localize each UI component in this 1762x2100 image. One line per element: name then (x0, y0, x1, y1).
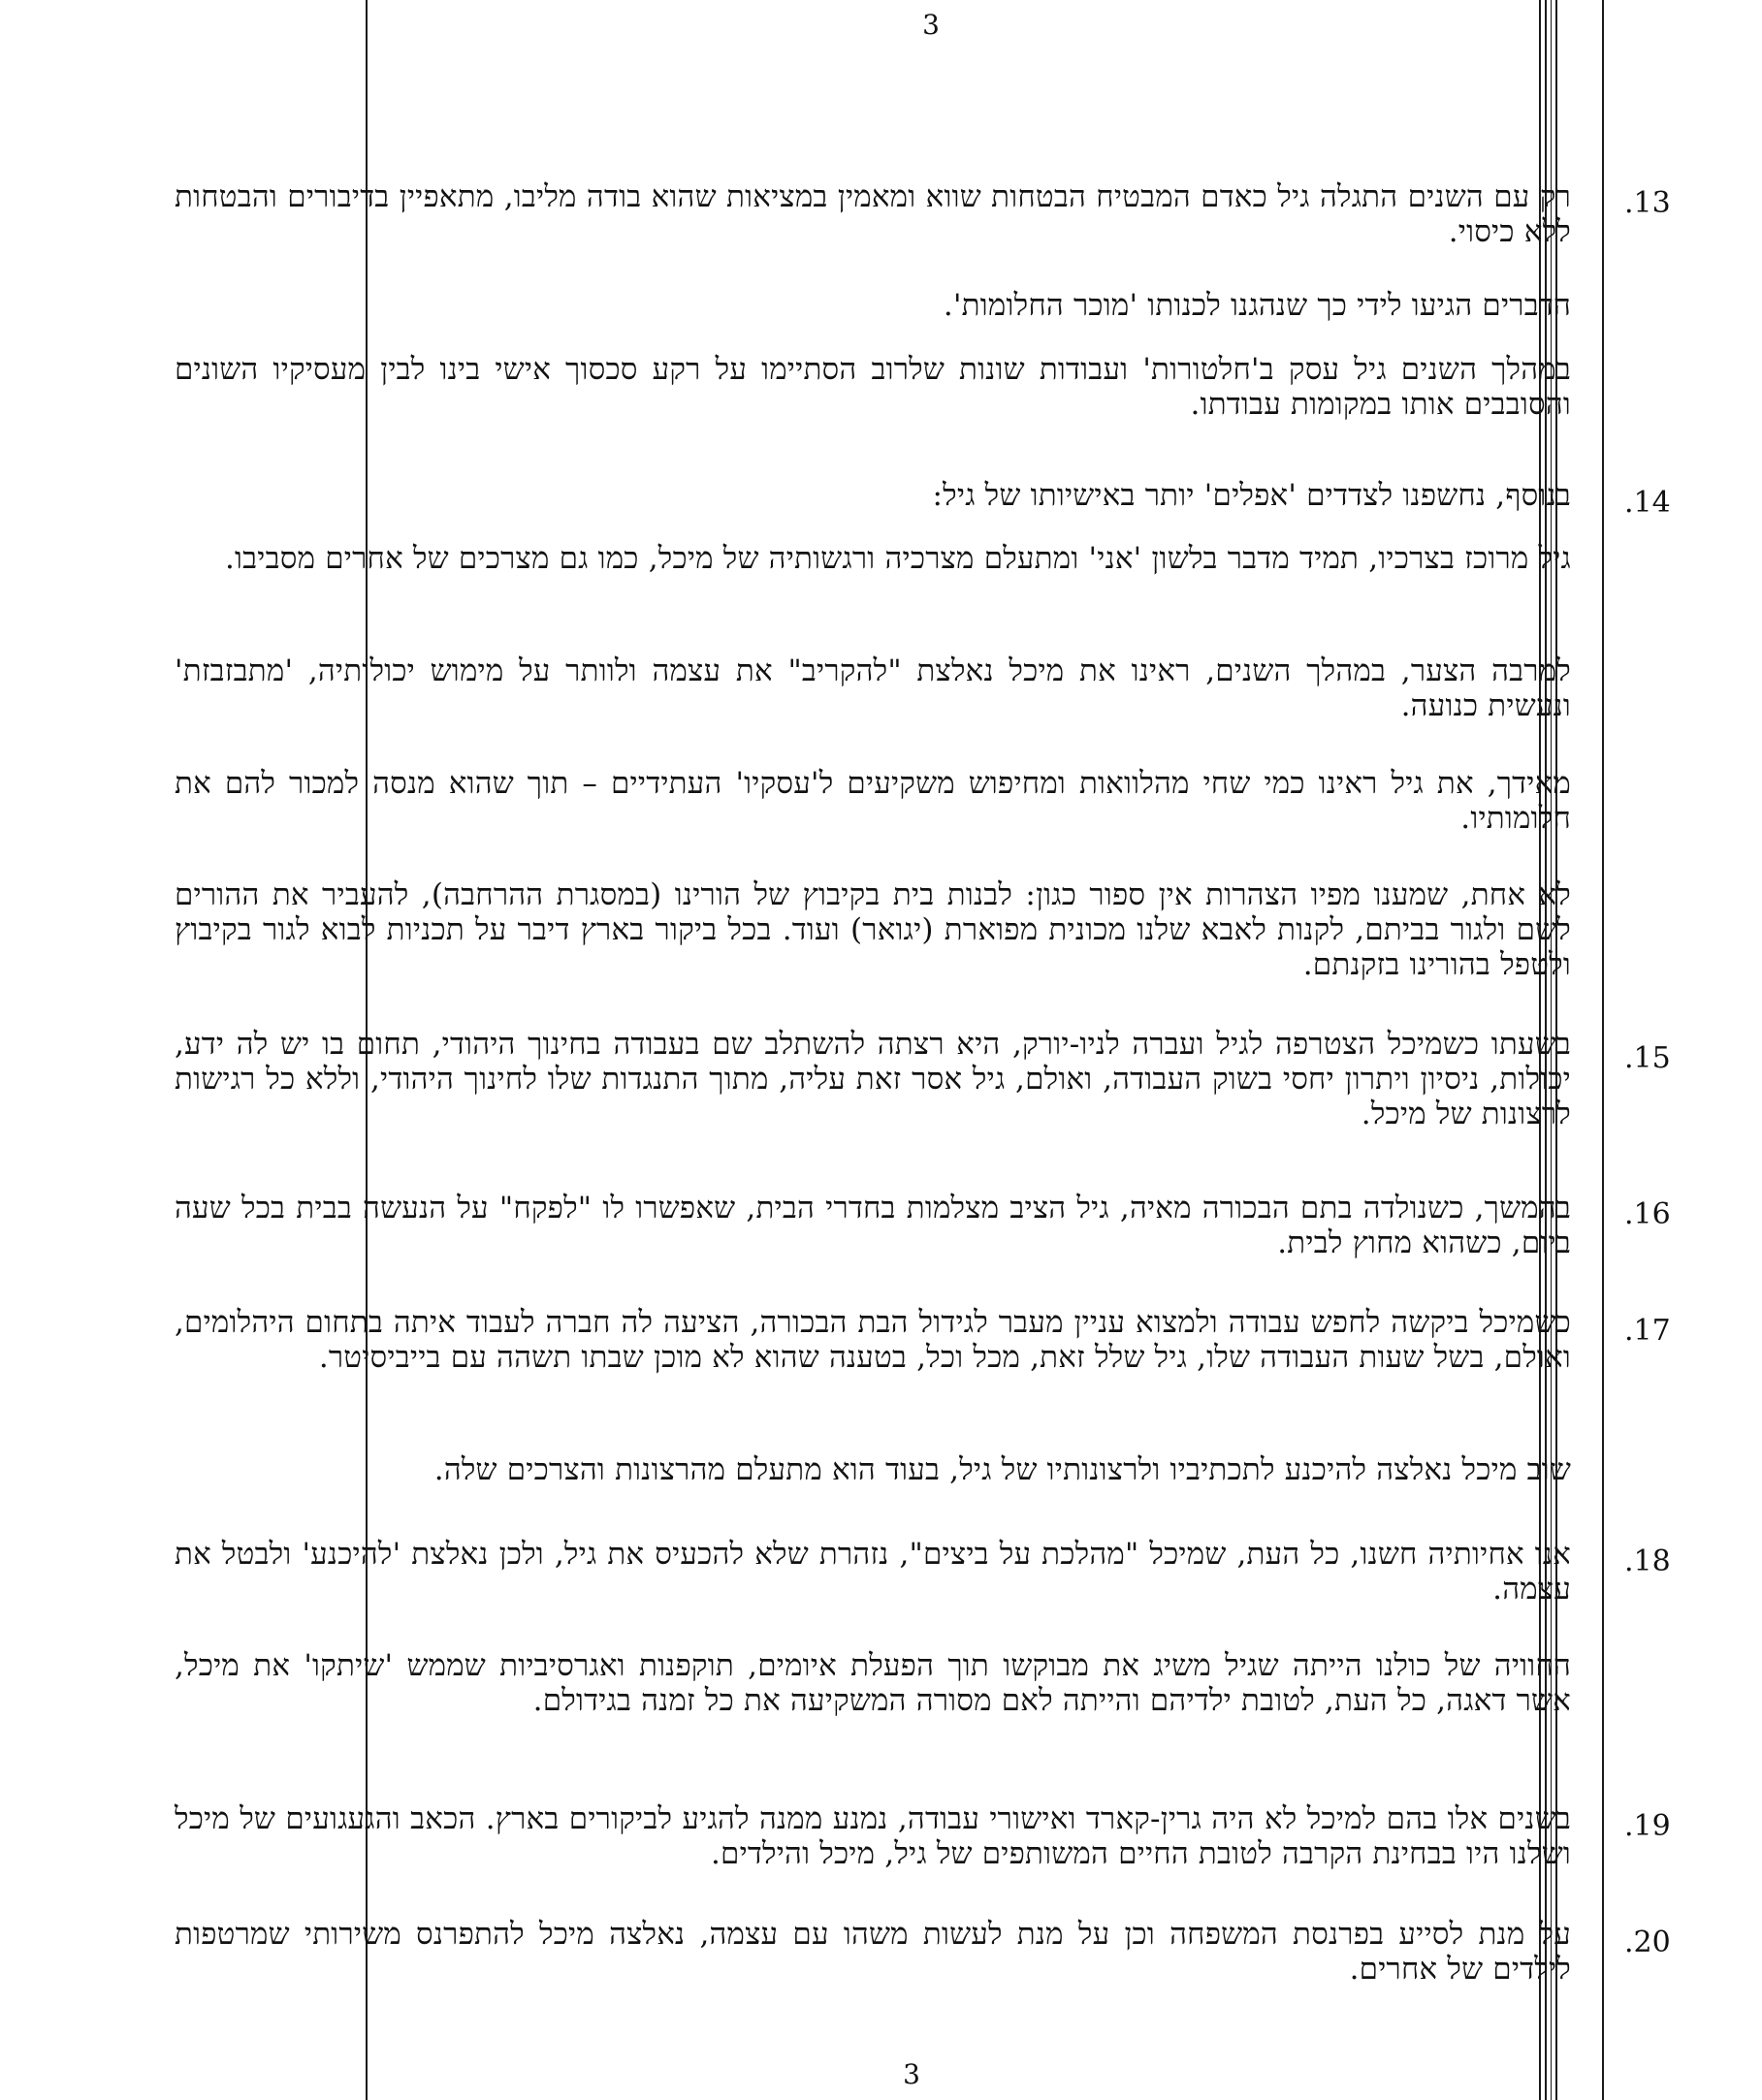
paragraph: בשעתו כשמיכל הצטרפה לגיל ועברה לניו-יורק, היא רצתה להשתלב שם בעבודה בחינוך היהודי, תחום בו יש לה ידע, יכולות, ניסיון ויתרון יחסי בשוק העבודה, ואולם, גיל אסר זאת עליה, מתוך התנגדות שלו לחינוך היהודי, וללא כל רגישות לרצונות של מיכל. (175, 1027, 1571, 1131)
item-number: .17 (1624, 1314, 1671, 1348)
paragraph: אנו אחיותיה חשנו, כל העת, שמיכל "מהלכת על ביצים", נזהרת שלא להכעיס את גיל, ולכן נאלצת 'להיכנע' ולבטל את עצמה. (175, 1537, 1571, 1607)
item-number: .19 (1624, 1809, 1671, 1843)
item-number: .15 (1624, 1041, 1671, 1075)
item-number: .13 (1624, 186, 1671, 220)
page-number-bottom: 3 (903, 2058, 920, 2090)
scan-line-margin (1602, 0, 1604, 2100)
item-number: .20 (1624, 1925, 1671, 1959)
paragraph: מאידך, את גיל ראינו כמי שחי מהלוואות ומחיפוש משקיעים ל'עסקיו' העתידיים – תוך שהוא מנסה למכור להם את חלומותיו. (175, 766, 1571, 836)
paragraph: כשמיכל ביקשה לחפש עבודה ולמצוא עניין מעבר לגידול הבת הבכורה, הציעה לה חברה לעבוד איתה בתחום היהלומים, ואולם, בשל שעות העבודה שלו, גיל שלל זאת, מכל וכל, בטענה שהוא לא מוכן שבתו תשהה עם בייביסיטר. (175, 1305, 1571, 1375)
paragraph: גיל מרוכז בצרכיו, תמיד מדבר בלשון 'אני' ומתעלם מצרכיה ורגשותיה של מיכל, כמו גם מצרכים של אחרים מסביבו. (224, 541, 1571, 576)
page-number-top: 3 (922, 9, 940, 41)
paragraph: החוויה של כולנו הייתה שגיל משיג את מבוקשו תוך הפעלת איומים, תוקפנות ואגרסיביות שממש 'שיתקו' את מיכל, אשר דאגה, כל העת, לטובת ילדיהם והייתה לאם מסורה המשקיעה את כל זמנה בגידולם. (175, 1648, 1571, 1718)
item-number: .16 (1624, 1197, 1671, 1231)
paragraph: למרבה הצער, במהלך השנים, ראינו את מיכל נאלצת "להקריב" את עצמה ולוותר על מימוש יכולותיה, 'מתבזבזת' ונעשית כנועה. (175, 653, 1571, 723)
paragraph: בשנים אלו בהם למיכל לא היה גרין-קארד ואישורי עבודה, נמנע ממנה להגיע לביקורים בארץ. הכאב והגעגועים של מיכל ושלנו היו בבחינת הקרבה לטובת החיים המשותפים של גיל, מיכל והילדים. (175, 1801, 1571, 1871)
paragraph: רק עם השנים התגלה גיל כאדם המבטיח הבטחות שווא ומאמין במציאות שהוא בודה מליבו, מתאפיין בדיבורים והבטחות ללא כיסוי. (175, 179, 1571, 249)
paragraph: הדברים הגיעו לידי כך שנהגנו לכנותו 'מוכר החלומות'. (943, 288, 1571, 323)
paragraph: לא אחת, שמענו מפיו הצהרות אין ספור כגון: לבנות בית בקיבוץ של הורינו (במסגרת ההרחבה), להעביר את ההורים לשם ולגור בביתם, לקנות לאבא שלנו מכונית מפוארת (יגואר) ועוד. בכל ביקור בארץ דיבר על תכניות לבוא לגור בקיבוץ ולטפל בהורינו בזקנתם. (175, 877, 1571, 982)
paragraph: במהלך השנים גיל עסק ב'חלטורות' ועבודות שונות שלרוב הסתיימו על רקע סכסוך אישי בינו לבין מעסיקיו השונים והסובבים אותו במקומות עבודתו. (175, 352, 1571, 422)
paragraph: בהמשך, כשנולדה בתם הבכורה מאיה, גיל הציב מצלמות בחדרי הבית, שאפשרו לו "לפקח" על הנעשה בבית בכל שעה ביום, כשהוא מחוץ לבית. (175, 1191, 1571, 1260)
paragraph: על מנת לסייע בפרנסת המשפחה וכן על מנת לעשות משהו עם עצמה, נאלצה מיכל להתפרנס משירותי שמרטפות לילדים של אחרים. (175, 1917, 1571, 1987)
item-number: .18 (1624, 1544, 1671, 1578)
paragraph: בנוסף, נחשפנו לצדדים 'אפלים' יותר באישיותו של גיל: (932, 478, 1571, 513)
paragraph: שוב מיכל נאלצה להיכנע לתכתיביו ולרצונותיו של גיל, בעוד הוא מתעלם מהרצונות והצרכים שלה. (433, 1452, 1571, 1487)
item-number: .14 (1624, 486, 1671, 520)
